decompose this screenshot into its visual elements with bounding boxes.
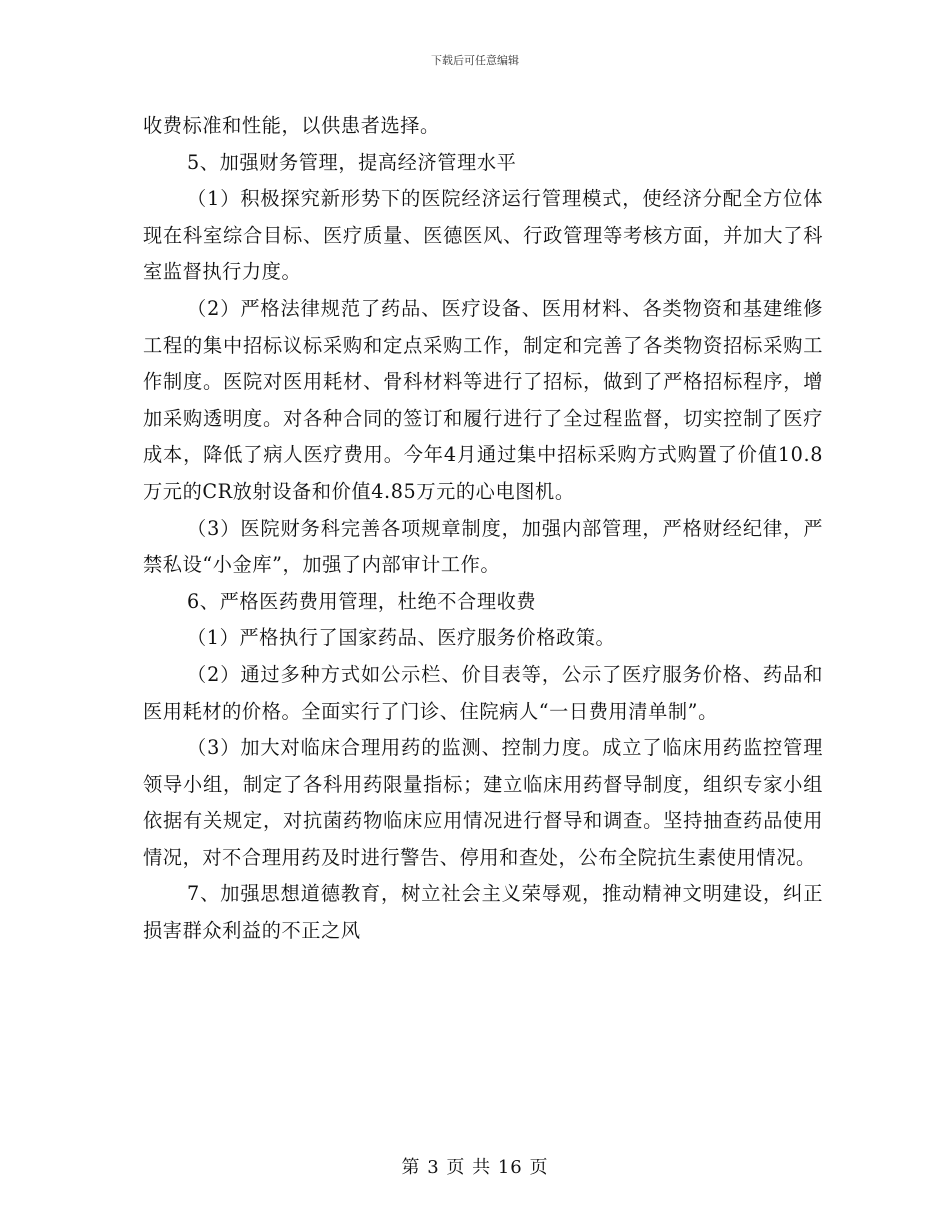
section-heading-5: 5、加强财务管理，提高经济管理水平 [187,150,517,174]
document-body [143,108,823,950]
paragraph-5-2: （2）严格法律规范了药品、医疗设备、医用材料、各类物资和基建维修工程的集中招标议标采购和定点采购工作，制定和完善了各类物资招标采购工作制度。医院对医用耗材、骨科材料等进行了招标，做到了严格招标程序，增加采购透明度。对各种合同的签订和履行进行了全过程监督，切实控制了医疗成本，降低了病人医疗费用。今年4月通过集中招标采购方式购置了价值10.8万元的CR放射设备和价值4.85万元的心电图机。 [143,296,823,503]
paragraph-5-3: （3）医院财务科完善各项规章制度，加强内部管理，严格财经纪律，严禁私设“小金库”，加强了内部审计工作。 [143,516,823,577]
section-heading-6: 6、严格医药费用管理，杜绝不合理收费 [187,589,537,613]
page-footer: 第 3 页 共 16 页 [401,1157,549,1178]
paragraph-6-3: （3）加大对临床合理用药的监测、控制力度。成立了临床用药监控管理领导小组，制定了各科用药限量指标；建立临床用药督导制度，组织专家小组依据有关规定，对抗菌药物临床应用情况进行督导和调查。坚持抽查药品使用情况，对不合理用药及时进行警告、停用和查处，公布全院抗生素使用情况。 [143,736,823,869]
page-header: 下载后可任意编辑 [431,54,519,67]
paragraph-intro-tail: 收费标准和性能，以供患者选择。 [143,114,440,137]
paragraph-6-2: （2）通过多种方式如公示栏、价目表等，公示了医疗服务价格、药品和医用耗材的价格。全面实行了门诊、住院病人“一日费用清单制”。 [143,662,823,723]
paragraph-6-1: （1）严格执行了国家药品、医疗服务价格政策。 [187,626,616,650]
section-heading-7: 7、加强思想道德教育，树立社会主义荣辱观，推动精神文明建设，纠正损害群众利益的不正之风 [143,882,823,943]
paragraph-5-1: （1）积极探究新形势下的医院经济运行管理模式，使经济分配全方位体现在科室综合目标、医疗质量、医德医风、行政管理等考核方面，并加大了科室监督执行力度。 [143,187,823,284]
